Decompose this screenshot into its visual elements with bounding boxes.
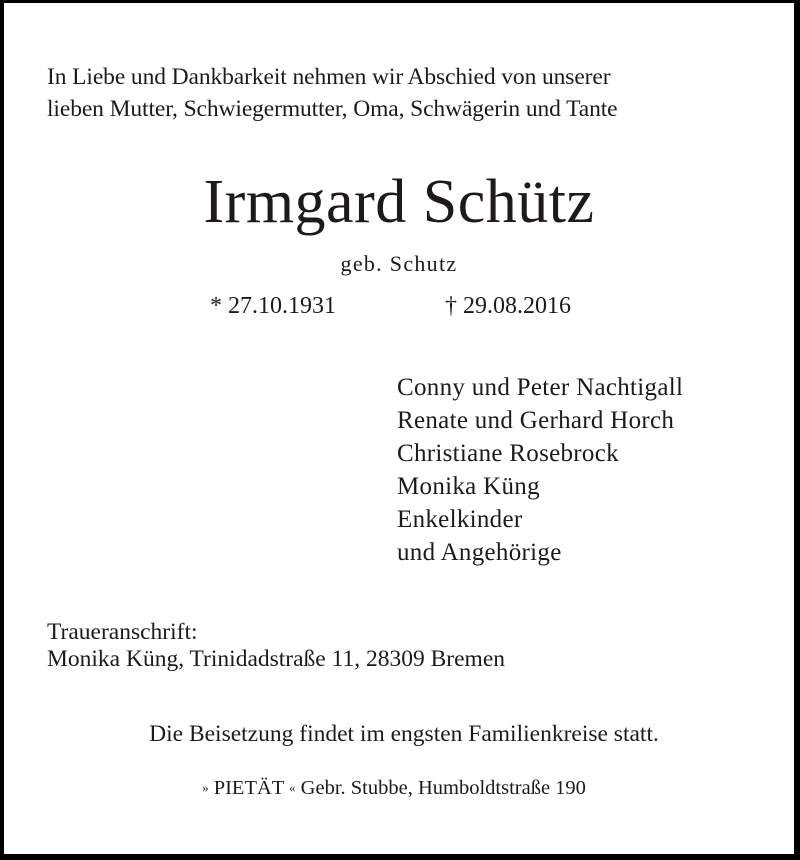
survivor-item: Monika Küng — [397, 473, 540, 500]
deceased-name: Irmgard Schütz — [203, 168, 595, 236]
mourning-address: Monika Küng, Trinidadstraße 11, 28309 Bremen — [47, 646, 505, 672]
open-quote: » — [202, 780, 209, 795]
undertaker-name: PIETÄT — [213, 777, 284, 799]
survivor-item: Enkelkinder — [397, 506, 523, 533]
undertaker-details: Gebr. Stubbe, Humboldtstraße 190 — [300, 777, 586, 799]
death-date — [445, 290, 571, 322]
survivors-list — [397, 371, 683, 569]
survivor-item: und Angehörige — [397, 539, 562, 566]
undertaker-line — [4, 774, 784, 802]
birth-star-icon: * — [210, 293, 222, 319]
survivor-item: Christiane Rosebrock — [397, 440, 619, 467]
intro-line: lieben Mutter, Schwiegermutter, Oma, Schwägerin und Tante — [47, 96, 618, 122]
birth-date-value: 27.10.1931 — [228, 293, 336, 319]
mourning-address-label: Traueranschrift: — [47, 619, 198, 645]
death-date-value: 29.08.2016 — [463, 293, 571, 319]
death-cross-icon: † — [445, 293, 457, 319]
survivor-item: Conny und Peter Nachtigall — [397, 374, 684, 401]
birth-date — [210, 290, 336, 322]
intro-line: In Liebe und Dankbarkeit nehmen wir Abschied von unserer — [47, 64, 611, 90]
survivor-item: Renate und Gerhard Horch — [397, 407, 675, 434]
maiden-name: geb. Schutz — [340, 251, 458, 276]
burial-note: Die Beisetzung findet im engsten Familienkreise statt. — [149, 721, 659, 747]
intro-text — [47, 61, 618, 125]
close-quote: « — [289, 780, 296, 795]
